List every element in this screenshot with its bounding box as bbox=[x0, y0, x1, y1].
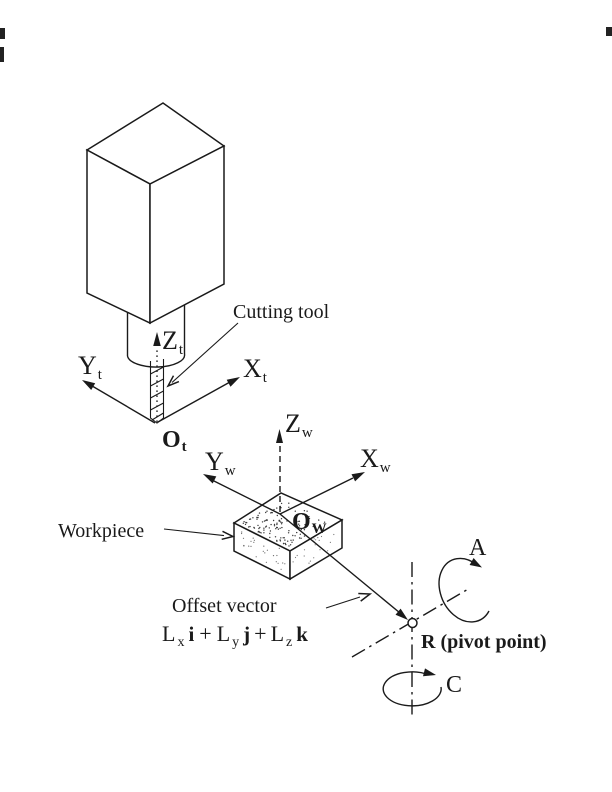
y-tool-axis bbox=[86, 382, 155, 423]
z-tool-arrowhead bbox=[153, 332, 161, 346]
offset-vector-formula: L $_x$ i + L $_y$ j + L $_z$ k bbox=[162, 621, 308, 650]
workpiece-callout bbox=[58, 520, 233, 542]
axis-label-xt: Xt bbox=[243, 354, 267, 386]
offset-pointer bbox=[326, 597, 360, 608]
pivot-point-label: R (pivot point) bbox=[421, 631, 547, 653]
offset-vector-label: Offset vector bbox=[172, 595, 277, 617]
origin-label-ot: Ot bbox=[162, 427, 187, 455]
x-tool-arrowhead bbox=[227, 377, 240, 387]
axis-label-yt: Yt bbox=[78, 351, 102, 383]
c-rotation-arrowhead bbox=[423, 668, 436, 676]
axis-label-zw: Zw bbox=[285, 409, 313, 441]
y-work-axis bbox=[210, 479, 280, 514]
z-work-arrowhead bbox=[276, 429, 283, 443]
axis-label-yw: Yw bbox=[205, 447, 236, 479]
scan-speck bbox=[0, 27, 612, 62]
y-tool-arrowhead bbox=[82, 380, 95, 390]
pivot-assembly bbox=[352, 535, 547, 718]
pivot-point-marker bbox=[408, 619, 417, 628]
workpiece-pointer bbox=[164, 529, 224, 536]
a-rotation-label: A bbox=[469, 535, 487, 561]
a-rotation-arrow bbox=[439, 558, 489, 621]
origin-label-ow: OW bbox=[292, 509, 327, 537]
axis-label-xw: Xw bbox=[360, 444, 391, 476]
c-rotation-label: C bbox=[446, 672, 463, 698]
x-work-arrowhead bbox=[352, 472, 366, 481]
spindle-head bbox=[87, 103, 224, 423]
axis-label-zt: Zt bbox=[162, 326, 184, 358]
workpiece-frame bbox=[203, 409, 391, 537]
x-tool-axis bbox=[158, 382, 230, 422]
workpiece-label: Workpiece bbox=[58, 520, 145, 542]
cutting-tool-label: Cutting tool bbox=[233, 301, 330, 323]
tool-frame bbox=[78, 326, 268, 455]
shaft-hatching bbox=[151, 367, 164, 420]
